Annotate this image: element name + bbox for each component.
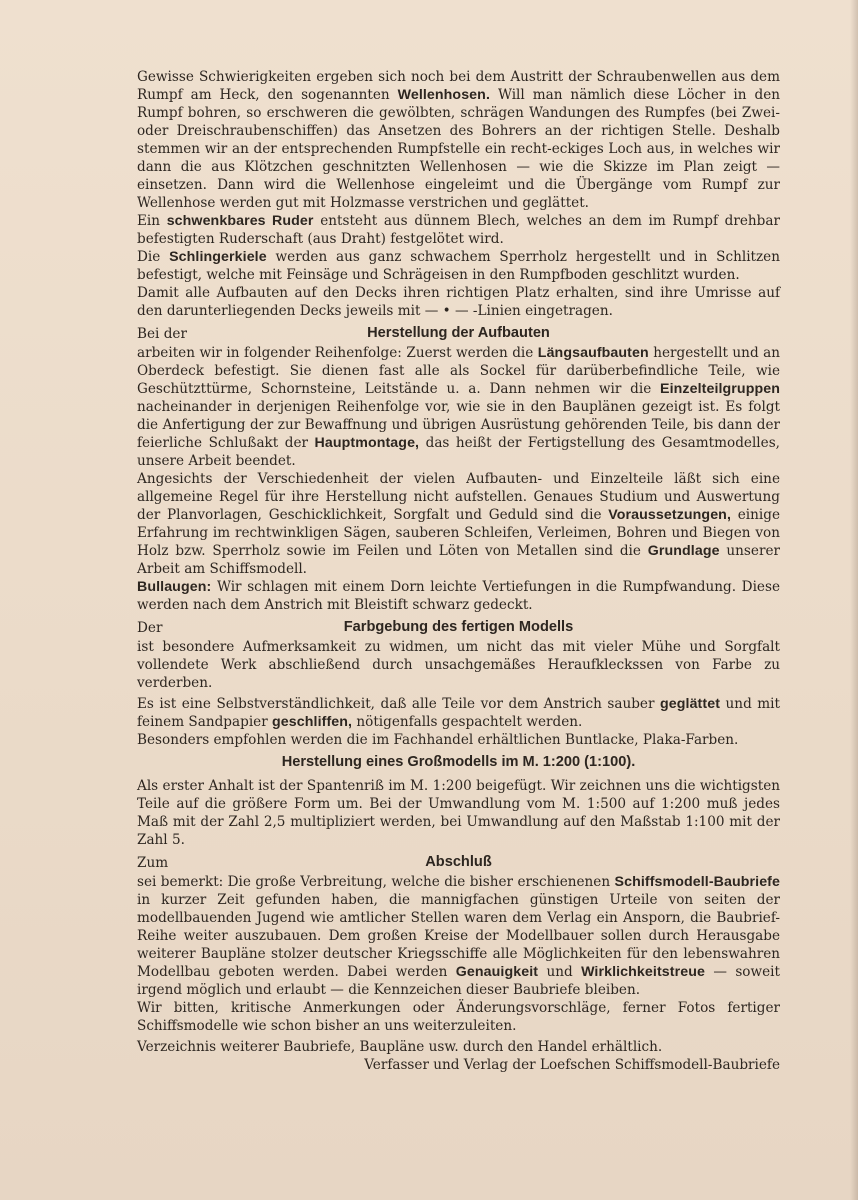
paragraph-reihenfolge: arbeiten wir in folgender Reihenfolge: Zuerst werden die Längsaufbauten hergestellt und an Oberdeck befestigt. Sie dienen fast alle als Sockel für darüberbefindliche Teile, wie Geschützttürme, Schornsteine, Leitstände u. a. Dann nehmen wir die Einzelteilgruppen nacheinander in derjenigen Reihenfolge vor, wie sie in den Bauplänen gezeigt ist. Es folgt die Anfertigung der zur Bewaffnung und übrigen Ausrüstung gehörenden Teile, bis dann der feierliche Schlußakt der Hauptmontage, das heißt der Fertigstellung des Gesamtmodelles, unsere Arbeit beendet. [137, 345, 780, 469]
keyword-laengsaufbauten: Längsaufbauten [537, 345, 649, 361]
heading-lead: Zum [137, 855, 169, 871]
heading-title: Herstellung der Aufbauten [367, 325, 550, 341]
keyword-baubriefe: Schiffsmodell-Baubriefe [614, 874, 780, 890]
paragraph-verschiedenheit: Angesichts der Verschiedenheit der vielen Aufbauten- und Einzelteile läßt sich eine allgemeine Regel für ihre Herstellung nicht aufstellen. Genaues Studium und Auswertung der Planvorlagen, Geschicklichkeit, Sorgfalt und Geduld sind die Voraussetzungen, einige Erfahrung im rechtwinkligen Sägen, sauberen Schleifen, Verleimen, Bohren und Biegen von Holz bzw. Sperrholz sowie im Feilen und Löten von Metallen sind die Grundlage unserer Arbeit am Schiffsmodell. [137, 471, 780, 577]
keyword-geglaettet: geglättet [660, 696, 721, 712]
paragraph-aufmerksamkeit: ist besondere Aufmerksamkeit zu widmen, um nicht das mit vieler Mühe und Sorgfalt vollendete Werk abschließend durch unsachgemäßes Heraufkleckssen von Farbe zu verderben. [137, 639, 780, 691]
heading-title: Abschluß [425, 854, 492, 870]
paragraph-ruder: Ein schwenkbares Ruder entsteht aus dünnem Blech, welches an dem im Rumpf drehbar befestigten Ruderschaft (aus Draht) festgelötet wird. [137, 213, 780, 247]
heading-grossmodell: Herstellung eines Großmodells im M. 1:200 (1:100). [281, 754, 636, 770]
heading-title: Farbgebung des fertigen Modells [343, 619, 574, 635]
keyword-wirklichkeitstreue: Wirklichkeitstreue [581, 964, 705, 980]
paragraph-bullaugen: Bullaugen: Wir schlagen mit einem Dorn leichte Vertiefungen in die Rumpfwandung. Diese werden nach dem Anstrich mit Bleistift schwarz gedeckt. [137, 579, 780, 613]
paragraph-spantenriss: Als erster Anhalt ist der Spantenriß im M. 1:200 beigefügt. Wir zeichnen uns die wichtigsten Teile auf die größere Form um. Bei der Umwandlung vom M. 1:500 auf 1:200 muß jedes Maß mit der Zahl 2,5 multipliziert werden, bei Umwandlung auf den Maßstab 1:100 mit der Zahl 5. [137, 778, 780, 848]
paragraph-farben: Besonders empfohlen werden die im Fachhandel erhältlichen Buntlacke, Plaka-Farben. [137, 732, 739, 748]
heading-lead: Bei der [137, 326, 187, 342]
keyword-genauigkeit: Genauigkeit [455, 964, 539, 980]
keyword-grundlage: Grundlage [647, 543, 720, 559]
paragraph-wellenhosen: Gewisse Schwierigkeiten ergeben sich noch bei dem Austritt der Schraubenwellen aus dem Rumpf am Heck, den sogenannten Wellenhosen. Will man nämlich diese Löcher in den Rumpf bohren, so erschweren die gewölbten, schrägen Wandungen des Rumpfes (bei Zwei- oder Dreischraubenschiffen) das Ansetzen des Bohrers an der richtigen Stelle. Deshalb stemmen wir an der entsprechenden Rumpfstelle ein recht-eckiges Loch aus, in welches wir dann die aus Klötzchen geschnitzten Wellenhosen — wie die Skizze im Plan zeigt — einsetzen. Dann wird die Wellenhose eingeleimt und die Übergänge vom Rumpf zur Wellenhose werden gut mit Holzmasse verstrichen und geglättet. [137, 69, 780, 211]
paragraph-umrisse: Damit alle Aufbauten auf den Decks ihren richtigen Platz erhalten, sind ihre Umrisse auf den darunterliegenden Decks jeweils mit — • — -Linien eingetragen. [137, 285, 780, 319]
keyword-voraussetzungen: Voraussetzungen, [608, 507, 731, 523]
heading-farbgebung [137, 618, 780, 638]
keyword-einzelteilgruppen: Einzelteilgruppen [660, 381, 780, 397]
keyword-hauptmontage: Hauptmontage, [314, 435, 420, 451]
keyword-schlingerkiele: Schlingerkiele [169, 249, 267, 265]
keyword-geschliffen: geschliffen, [272, 714, 353, 730]
keyword-bullaugen: Bullaugen: [137, 579, 212, 595]
page-edge-shadow [850, 0, 858, 1200]
paragraph-verbreitung: sei bemerkt: Die große Verbreitung, welche die bisher erschienenen Schiffsmodell-Baubriefe in kurzer Zeit gefunden haben, die mannigfachen günstigen Urteile von seiten der modellbauenden Jugend wie amtlicher Stellen waren dem Verlag ein Ansporn, die Baubrief-Reihe weiter auszubauen. Dem großen Kreise der Modellbauer sollen durch Herausgabe weiterer Baupläne stolzer deutscher Kriegsschiffe alle Möglichkeiten für den lebenswahren Modellbau geboten werden. Dabei werden Genauigkeit und Wirklichkeitstreue — soweit irgend möglich und erlaubt — die Kennzeichen dieser Baubriefe bleiben. [137, 874, 780, 998]
publisher-imprint: Verfasser und Verlag der Loefschen Schiffsmodell-Baubriefe [364, 1057, 780, 1073]
paragraph-schlingerkiele: Die Schlingerkiele werden aus ganz schwachem Sperrholz hergestellt und in Schlitzen befestigt, welche mit Feinsäge und Schrägeisen in den Rumpfboden geschlitzt wurden. [137, 249, 780, 283]
keyword-ruder: schwenkbares Ruder [166, 213, 314, 229]
paragraph-verzeichnis: Verzeichnis weiterer Baubriefe, Baupläne usw. durch den Handel erhältlich. [137, 1039, 663, 1055]
heading-aufbauten [137, 324, 780, 344]
paragraph-anstrich: Es ist eine Selbstverständlichkeit, daß alle Teile vor dem Anstrich sauber geglättet und mit feinem Sandpapier geschliffen, nötigenfalls gespachtelt werden. [137, 696, 780, 730]
paragraph-bitte: Wir bitten, kritische Anmerkungen oder Änderungsvorschläge, ferner Fotos fertiger Schiffsmodelle wie schon bisher an uns weiterzuleiten. [137, 1000, 780, 1034]
document-text [137, 68, 780, 1074]
keyword-wellenhosen: Wellenhosen. [397, 87, 490, 103]
heading-abschluss [137, 853, 780, 873]
heading-lead: Der [137, 620, 163, 636]
